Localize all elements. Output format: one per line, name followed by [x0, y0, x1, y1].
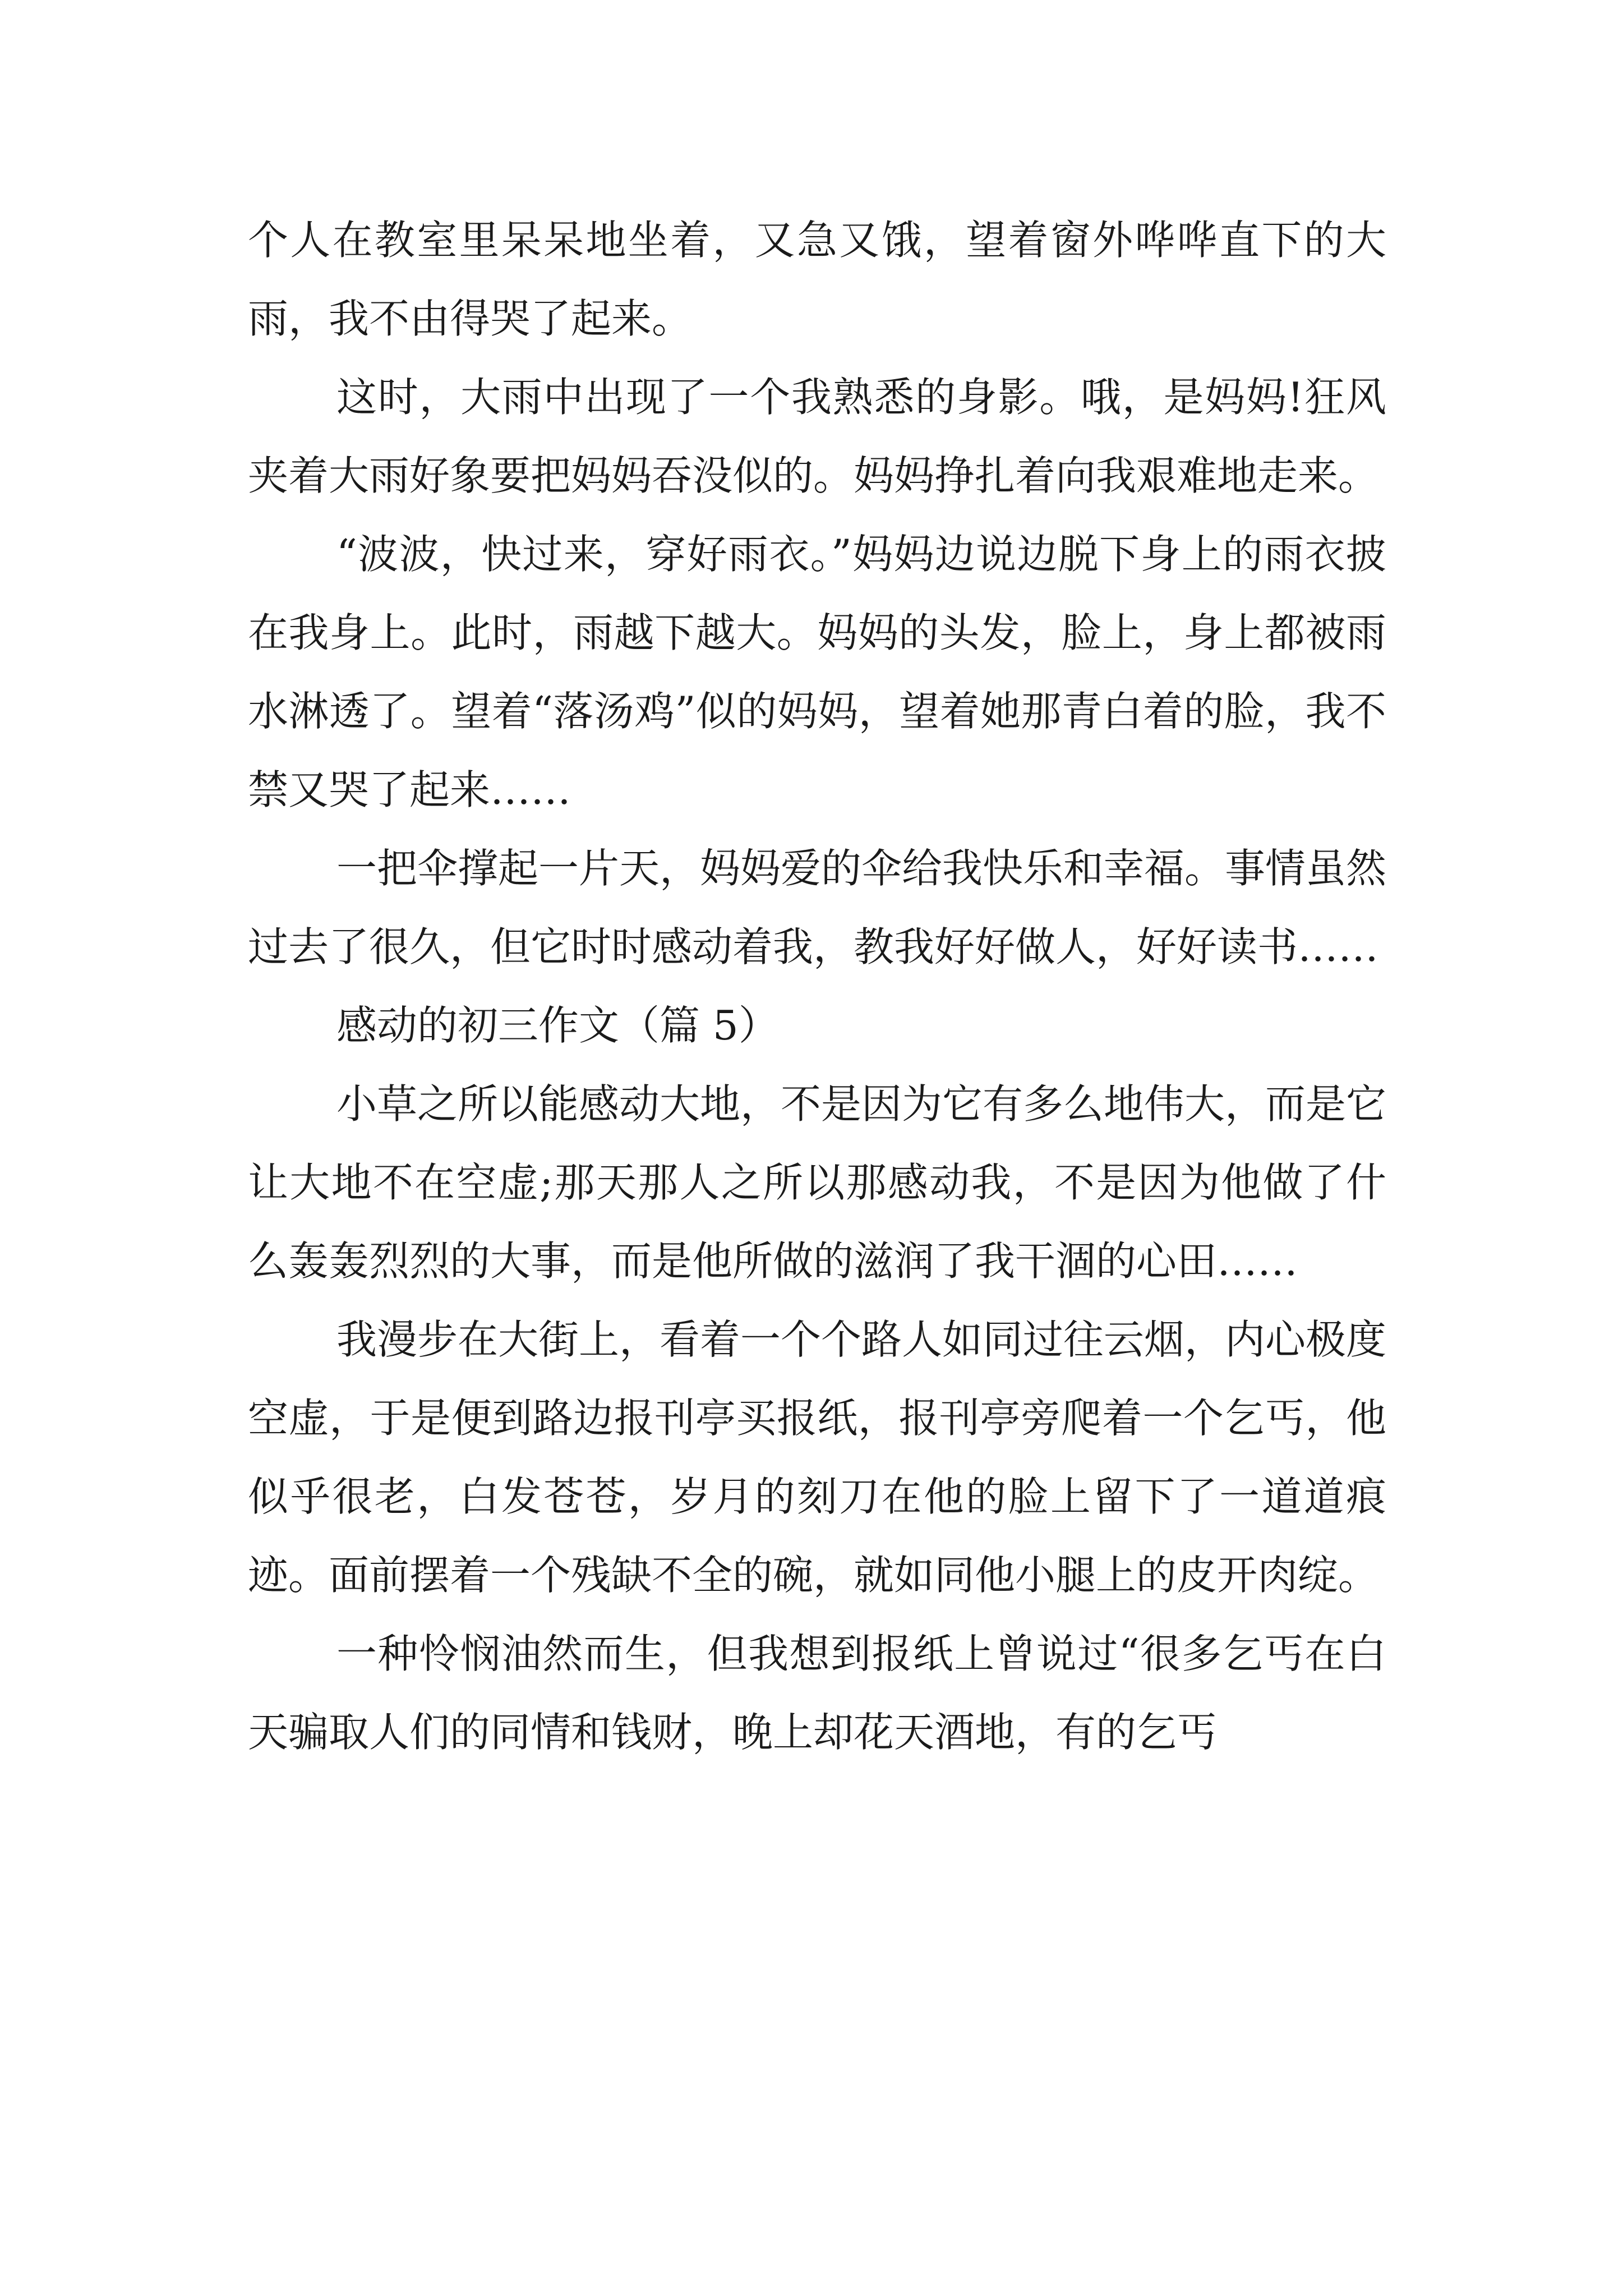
paragraph-7: 一种怜悯油然而生，但我想到报纸上曾说过“很多乞丐在白天骗取人们的同情和钱财，晚上却花天酒地，有的乞丐 [248, 1630, 1386, 1756]
paragraph-1: 个人在教室里呆呆地坐着，又急又饿，望着窗外哗哗直下的大雨，我不由得哭了起来。 [248, 217, 1386, 342]
paragraph-2: 这时，大雨中出现了一个我熟悉的身影。哦，是妈妈!狂风夹着大雨好象要把妈妈吞没似的。妈妈挣扎着向我艰难地走来。 [248, 374, 1386, 499]
paragraph-6: 我漫步在大街上，看着一个个路人如同过往云烟，内心极度空虚，于是便到路边报刊亭买报纸，报刊亭旁爬着一个乞丐，他似乎很老，白发苍苍，岁月的刻刀在他的脸上留下了一道道痕迹。面前摆着一个残缺不全的碗，就如同他小腿上的皮开肉绽。 [248, 1316, 1387, 1599]
paragraph-5: 小草之所以能感动大地，不是因为它有多么地伟大，而是它让大地不在空虚;那天那人之所以那感动我，不是因为他做了什么轰轰烈烈的大事，而是他所做的滋润了我干涸的心田…… [248, 1080, 1387, 1285]
document-body [248, 201, 1386, 1772]
section-heading: 感动的初三作文（篇 5） [336, 1002, 779, 1049]
paragraph-3: “波波，快过来，穿好雨衣。”妈妈边说边脱下身上的雨衣披在我身上。此时，雨越下越大。妈妈的头发，脸上，身上都被雨水淋透了。望着“落汤鸡”似的妈妈，望着她那青白着的脸，我不禁又哭了起来…… [248, 531, 1386, 813]
paragraph-4: 一把伞撑起一片天，妈妈爱的伞给我快乐和幸福。事情虽然过去了很久，但它时时感动着我，教我好好做人，好好读书…… [248, 845, 1387, 970]
